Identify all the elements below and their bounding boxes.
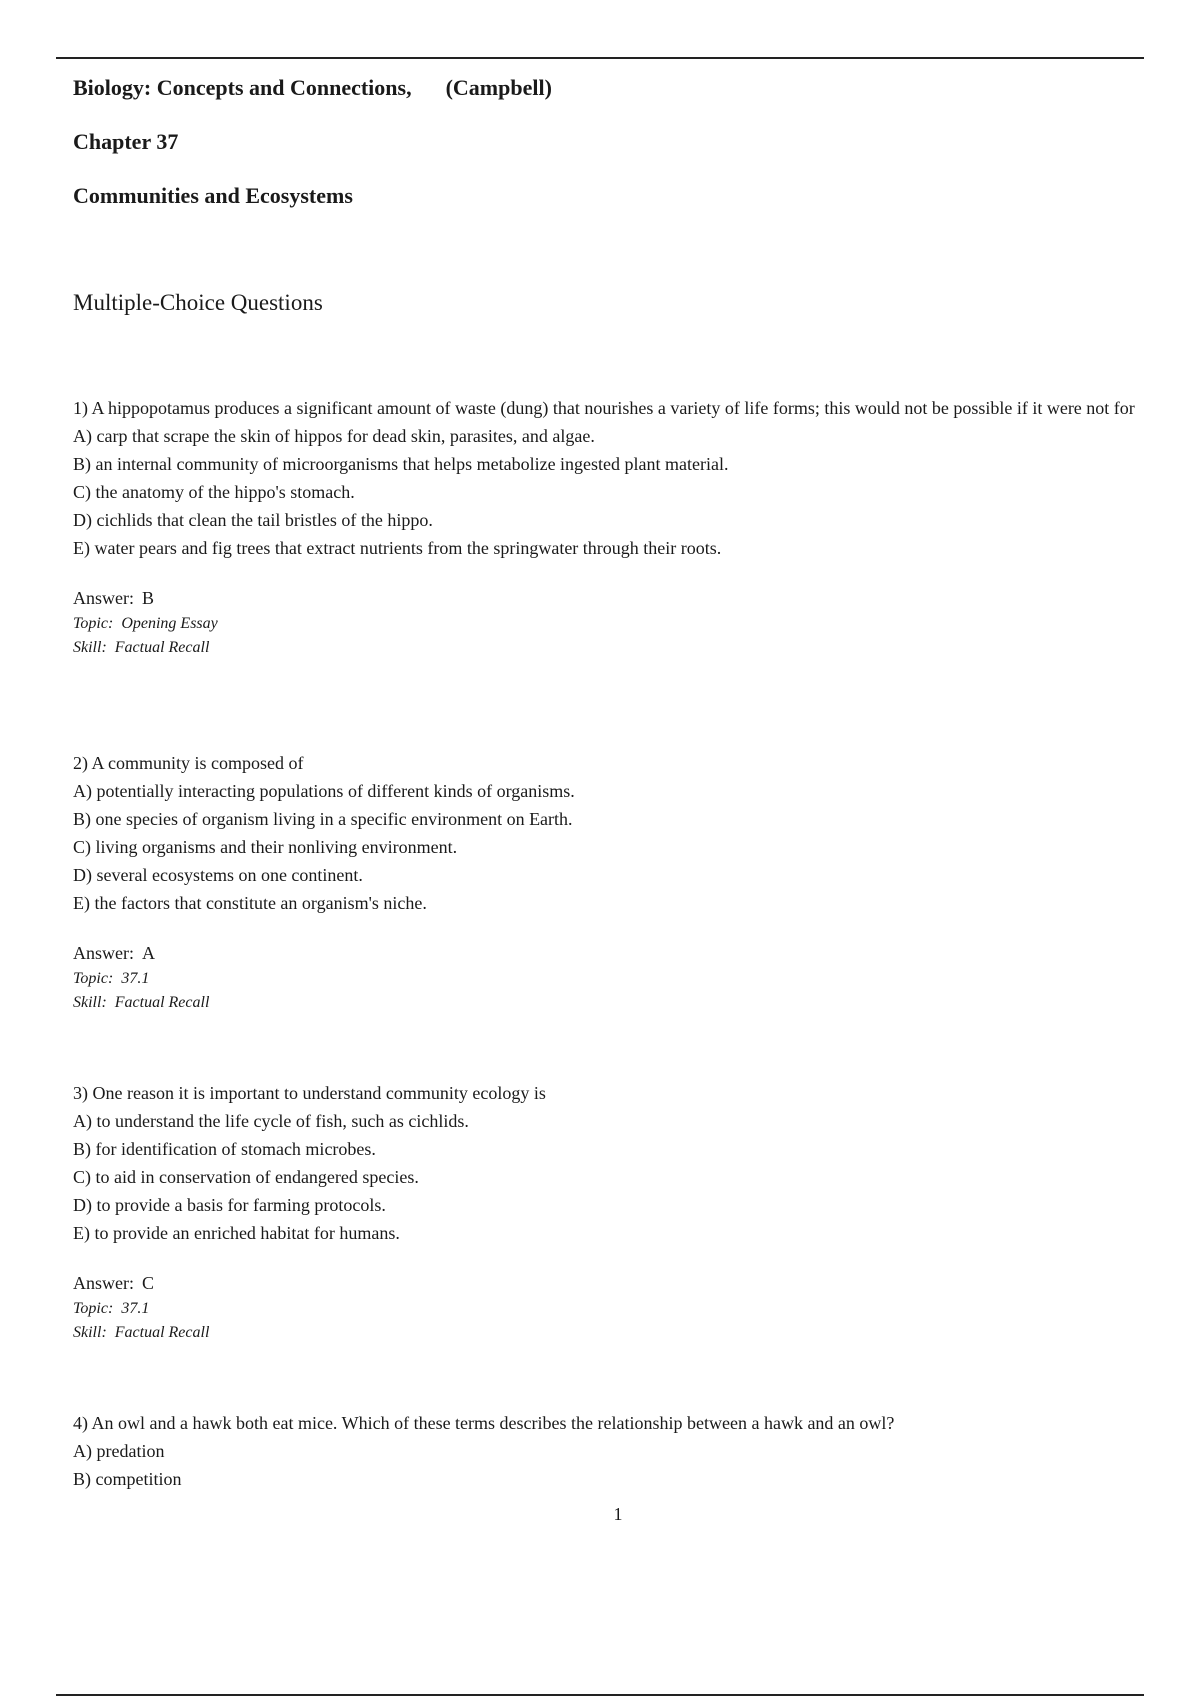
question-1 <box>73 394 1148 660</box>
answer-option: E) to provide an enriched habitat for humans. <box>73 1223 400 1243</box>
skill-label: Skill: <box>73 639 107 656</box>
answer-option: A) predation <box>73 1441 165 1461</box>
answer-value: B <box>142 588 155 608</box>
topic-line <box>73 967 1148 991</box>
section-heading: Multiple-Choice Questions <box>73 290 323 315</box>
answer-option: E) water pears and fig trees that extract nutrients from the springwater through their roots. <box>73 538 722 558</box>
answer-label: Answer: <box>73 943 134 963</box>
answer-label: Answer: <box>73 588 134 608</box>
answer-option: B) for identification of stomach microbes. <box>73 1139 376 1159</box>
answer-key <box>73 584 1148 660</box>
topic-line <box>73 612 1148 636</box>
topic-value: Opening Essay <box>121 615 218 632</box>
document-header <box>73 74 1133 210</box>
answer-option: B) one species of organism living in a specific environment on Earth. <box>73 809 573 829</box>
question-stem: 3) One reason it is important to understand community ecology is <box>73 1083 546 1103</box>
skill-line <box>73 636 1148 660</box>
skill-value: Factual Recall <box>114 1324 210 1341</box>
top-rule <box>56 57 1144 59</box>
answer-option: A) carp that scrape the skin of hippos for dead skin, parasites, and algae. <box>73 426 595 446</box>
chapter-title: Communities and Ecosystems <box>73 183 353 208</box>
topic-label: Topic: <box>73 970 114 987</box>
answer-option: D) cichlids that clean the tail bristles of the hippo. <box>73 510 433 530</box>
answer-line <box>73 939 1148 967</box>
answer-option: E) the factors that constitute an organism's niche. <box>73 893 427 913</box>
answer-value: A <box>142 943 155 963</box>
topic-label: Topic: <box>73 1300 114 1317</box>
topic-value: 37.1 <box>121 970 150 987</box>
answer-label: Answer: <box>73 1273 134 1293</box>
skill-label: Skill: <box>73 1324 107 1341</box>
answer-option: A) to understand the life cycle of fish, such as cichlids. <box>73 1111 469 1131</box>
book-title-line <box>73 74 1133 102</box>
book-title: Biology: Concepts and Connections, <box>73 75 412 100</box>
question-4 <box>73 1409 1148 1493</box>
answer-option: D) to provide a basis for farming protocols. <box>73 1195 386 1215</box>
question-3 <box>73 1079 1148 1345</box>
question-stem: 2) A community is composed of <box>73 753 304 773</box>
page-number: 1 <box>613 1504 623 1524</box>
answer-option: D) several ecosystems on one continent. <box>73 865 363 885</box>
answer-option: B) an internal community of microorganisms that helps metabolize ingested plant material. <box>73 454 729 474</box>
skill-line <box>73 991 1148 1015</box>
skill-value: Factual Recall <box>114 994 210 1011</box>
answer-line <box>73 1269 1148 1297</box>
answer-option: C) to aid in conservation of endangered species. <box>73 1167 419 1187</box>
skill-value: Factual Recall <box>114 639 210 656</box>
topic-value: 37.1 <box>121 1300 150 1317</box>
answer-option: C) the anatomy of the hippo's stomach. <box>73 482 355 502</box>
answer-option: A) potentially interacting populations of different kinds of organisms. <box>73 781 575 801</box>
question-stem: 1) A hippopotamus produces a significant amount of waste (dung) that nourishes a variety of life forms; this would not be possible if it were not for <box>73 398 1135 418</box>
skill-line <box>73 1321 1148 1345</box>
question-stem: 4) An owl and a hawk both eat mice. Which of these terms describes the relationship between a hawk and an owl? <box>73 1413 895 1433</box>
bottom-rule <box>56 1694 1144 1696</box>
chapter-number: Chapter 37 <box>73 129 179 154</box>
answer-value: C <box>142 1273 155 1293</box>
skill-label: Skill: <box>73 994 107 1011</box>
topic-line <box>73 1297 1148 1321</box>
answer-option: B) competition <box>73 1469 182 1489</box>
answer-key <box>73 939 1148 1015</box>
question-2 <box>73 749 1148 1015</box>
book-author: (Campbell) <box>445 75 552 100</box>
topic-label: Topic: <box>73 615 114 632</box>
answer-line <box>73 584 1148 612</box>
answer-key <box>73 1269 1148 1345</box>
answer-option: C) living organisms and their nonliving environment. <box>73 837 458 857</box>
